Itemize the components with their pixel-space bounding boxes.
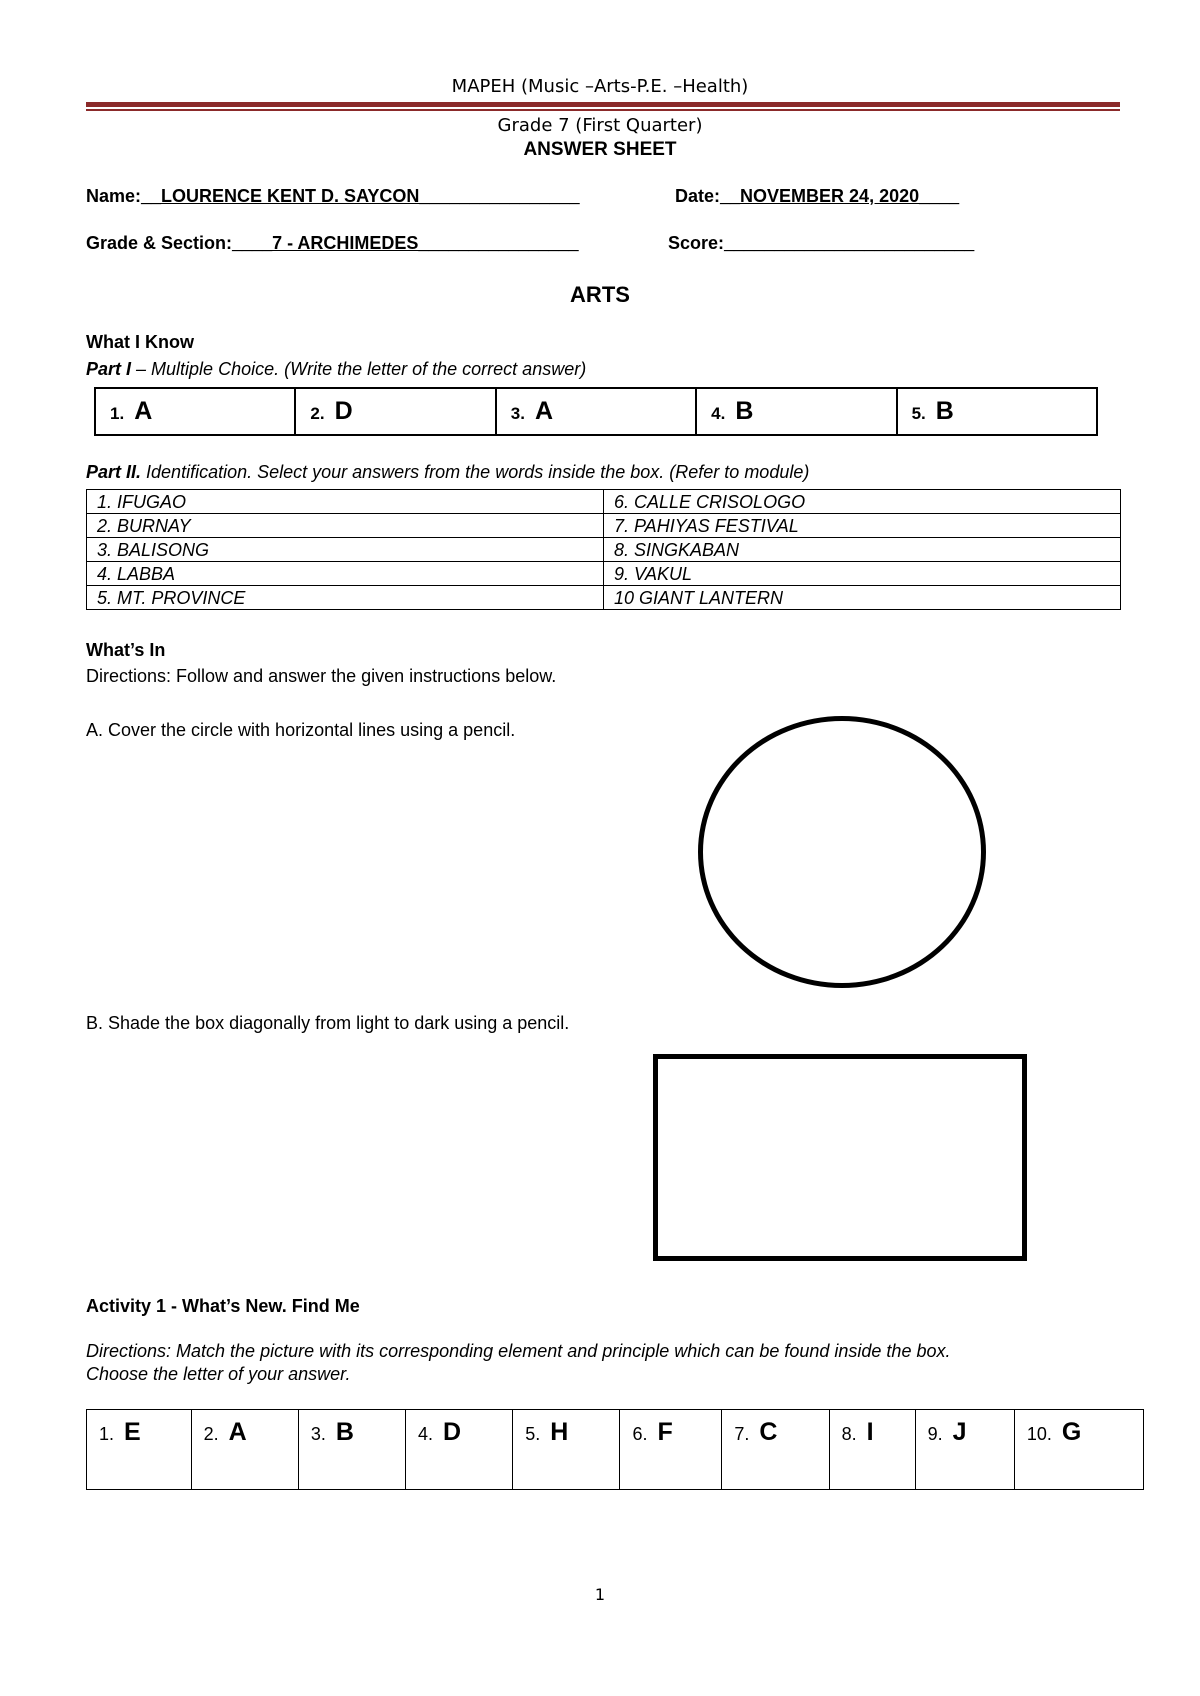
activity1-answers — [86, 1409, 1144, 1490]
identification-cell: 3. BALISONG — [87, 538, 604, 562]
date-field — [675, 186, 959, 207]
identification-cell: 6. CALLE CRISOLOGO — [604, 490, 1121, 514]
activity-ans: A — [228, 1418, 247, 1446]
identification-cell: 7. PAHIYAS FESTIVAL — [604, 514, 1121, 538]
table-row — [87, 538, 1121, 562]
identification-cell: 2. BURNAY — [87, 514, 604, 538]
what-i-know-heading: What I Know — [86, 332, 194, 352]
header-rule-thin — [86, 109, 1120, 111]
activity-num: 10. — [1026, 1424, 1052, 1444]
name-value: __LOURENCE KENT D. SAYCON________________ — [141, 186, 580, 206]
mc-ans: D — [334, 397, 353, 425]
mc-num: 5. — [911, 404, 926, 423]
grade-section-label: Grade & Section: — [86, 233, 233, 253]
identification-cell: 8. SINGKABAN — [604, 538, 1121, 562]
mc-ans: A — [134, 397, 153, 425]
activity-answer-cell — [620, 1410, 722, 1490]
activity-answer-cell — [829, 1410, 915, 1490]
activity-answer-cell — [513, 1410, 620, 1490]
activity-num: 2. — [203, 1424, 219, 1444]
multiple-choice-answers — [94, 387, 1098, 436]
activity-answer-cell — [1014, 1410, 1143, 1490]
activity-answer-cell — [298, 1410, 405, 1490]
mc-answer-cell — [496, 388, 696, 435]
activity-ans: D — [443, 1418, 462, 1446]
mc-answer-cell — [696, 388, 896, 435]
identification-cell: 1. IFUGAO — [87, 490, 604, 514]
activity-ans: E — [124, 1418, 141, 1446]
part1-label: Part I — [86, 359, 132, 379]
circle-shape — [698, 716, 986, 988]
page-number: 1 — [594, 1585, 606, 1604]
activity-num: 6. — [632, 1424, 648, 1444]
name-label: Name: — [86, 186, 142, 206]
part2-text: Identification. Select your answers from the words inside the box. (Refer to module) — [141, 462, 810, 482]
activity-ans: I — [866, 1418, 874, 1446]
identification-answers — [86, 489, 1121, 610]
mc-num: 3. — [510, 404, 525, 423]
mc-answer-cell — [897, 388, 1097, 435]
activity-num: 4. — [418, 1424, 434, 1444]
table-row — [87, 562, 1121, 586]
mc-ans: A — [534, 397, 554, 425]
activity-ans: H — [550, 1418, 569, 1446]
activity-ans: G — [1061, 1418, 1082, 1446]
whats-in-directions: Directions: Follow and answer the given instructions below. — [86, 666, 557, 686]
activity-num: 1. — [99, 1424, 115, 1444]
activity-answer-cell — [406, 1410, 513, 1490]
part1-instruction — [86, 359, 586, 380]
instruction-a: A. Cover the circle with horizontal lines using a pencil. — [86, 720, 516, 740]
activity-answer-cell — [722, 1410, 829, 1490]
activity-num: 8. — [841, 1424, 857, 1444]
activity-num: 9. — [927, 1424, 943, 1444]
score-value: _________________________ — [724, 233, 975, 253]
table-row — [87, 586, 1121, 610]
part2-instruction — [86, 462, 809, 483]
activity-answer-cell — [191, 1410, 298, 1490]
identification-cell: 4. LABBA — [87, 562, 604, 586]
mc-answer-cell — [95, 388, 295, 435]
identification-cell: 9. VAKUL — [604, 562, 1121, 586]
instruction-b: B. Shade the box diagonally from light to dark using a pencil. — [86, 1013, 570, 1033]
activity-answer-cell — [915, 1410, 1014, 1490]
activity-ans: B — [335, 1418, 354, 1446]
activity-num: 7. — [734, 1424, 750, 1444]
activity-ans: C — [759, 1418, 778, 1446]
table-row — [87, 490, 1121, 514]
part2-label: Part II. — [86, 462, 142, 482]
rectangle-shape — [653, 1054, 1027, 1261]
grade-quarter: Grade 7 (First Quarter) — [497, 115, 703, 136]
activity-answer-cell — [87, 1410, 192, 1490]
whats-in-heading: What’s In — [86, 640, 166, 660]
activity1-heading: Activity 1 - What’s New. Find Me — [86, 1296, 360, 1316]
header-rule-thick — [86, 102, 1120, 107]
activity-num: 5. — [525, 1424, 541, 1444]
identification-cell: 10 GIANT LANTERN — [604, 586, 1121, 610]
mc-num: 1. — [110, 404, 125, 423]
activity-ans: J — [952, 1418, 967, 1446]
activity-num: 3. — [310, 1424, 326, 1444]
grade-section-field — [86, 233, 579, 254]
mc-ans: B — [735, 397, 754, 425]
identification-cell: 5. MT. PROVINCE — [87, 586, 604, 610]
score-label: Score: — [668, 233, 725, 253]
document-header-title: MAPEH (Music –Arts-P.E. –Health) — [451, 76, 749, 97]
grade-section-value: ____7 - ARCHIMEDES________________ — [232, 233, 579, 253]
activity1-directions-line1: Directions: Match the picture with its corresponding element and principle which can be found inside the box. — [86, 1341, 951, 1361]
sheet-title: ANSWER SHEET — [523, 139, 677, 160]
mc-num: 4. — [711, 404, 726, 423]
name-field — [86, 186, 580, 207]
activity1-directions-line2: Choose the letter of your answer. — [86, 1364, 351, 1384]
score-field — [668, 233, 974, 254]
table-row — [87, 514, 1121, 538]
mc-num: 2. — [310, 404, 325, 423]
date-label: Date: — [675, 186, 721, 206]
mc-ans: B — [935, 397, 954, 425]
section-title-arts: ARTS — [570, 282, 630, 307]
part1-text: – Multiple Choice. (Write the letter of the correct answer) — [131, 359, 587, 379]
date-value: __NOVEMBER 24, 2020____ — [720, 186, 960, 206]
mc-answer-cell — [295, 388, 495, 435]
activity-ans: F — [657, 1418, 673, 1446]
